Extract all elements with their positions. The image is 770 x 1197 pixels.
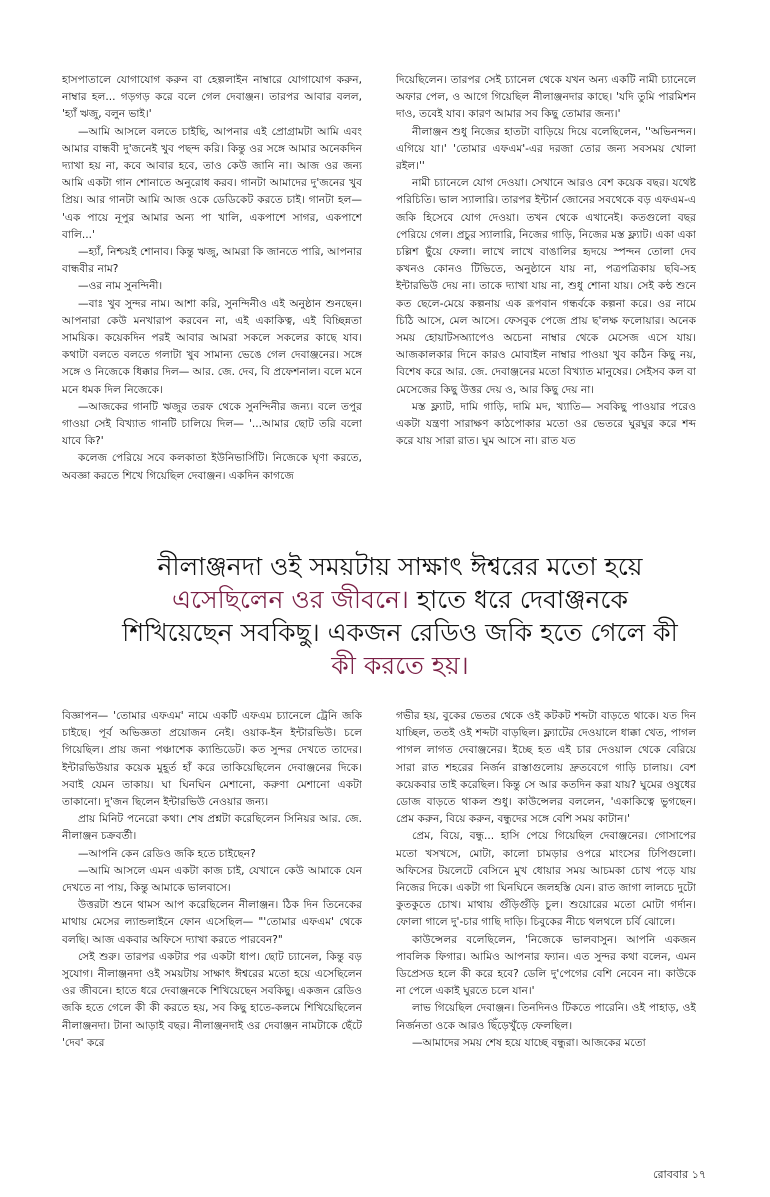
- paragraph: প্রায় মিনিট পনেরো কথা। শেষ প্রশ্নটা করেছিলেন সিনিয়র আর. জে. নীলাঞ্জন চক্রবর্তী।: [62, 813, 362, 843]
- paragraph: নামী চ্যানেলে যোগ দেওয়া। সেখানে আরও বেশ কয়েক বছর। যথেষ্ট পরিচিতি। ভাল স্যালারি। তারপর ইন্টার্ন জোনের সবথেকে বড় এফএম-এ জকি হিসেবে যোগ দেওয়া। তখন থেকে এখানেই। কতগুলো বছর পেরিয়ে গেল। প্রচুর স্যালারি, নিজের গাড়ি, নিজের মস্ত ফ্ল্যাট। একা একা চল্লিশ ছুঁয়ে ফেলা। লাখে লাখে বাঙালির হৃদয়ে স্পন্দন তোলা দেব কখনও কোনও টিভিতে, অনুষ্ঠানে যায় না, পত্রপত্রিকায় ছবি-সহ ইন্টারভিউ দেয় না। তাকে দ্যাখা যায় না, শুধু শোনা যায়। সেই কন্ঠ শুনে কত ছেলে-মেয়ে কল্পনায় এক রূপবান গন্ধর্বকে কল্পনা করে। ওর নামে চিঠি আসে, মেল আসে। ফেসবুক পেজে প্রায় ছ'লক্ষ ফলোয়ার। অনেক সময় হোয়াটসঅ্যাপেও অচেনা নাম্বার থেকে মেসেজ এসে যায়। আজকালকার দিনে কারও মোবাইল নাম্বার পাওয়া খুব কঠিন কিছু নয়, বিশেষ করে আর. জে. দেবাঞ্জনের মতো বিখ্যাত মানুষের। সেইসব কল বা মেসেজের কিছু উত্তর দেয় ও, আর কিছু দেয় না।: [396, 177, 696, 396]
- paragraph: —হ্যাঁ, নিশ্চয়ই শোনাব। কিন্তু ঋজু, আমরা কি জানতে পারি, আপনার বান্ধবীর নাম?: [62, 246, 362, 276]
- paragraph: বিজ্ঞাপন— 'তোমার এফএম' নামে একটি এফএম চ্যানেলে ট্রেনি জকি চাইছে। পূর্ব অভিজ্ঞতা প্রয়োজন নেই। ওয়াক-ইন ইন্টারভিউ। চলে গিয়েছিল। প্রায় জনা পঞ্চাশেক ক্যান্ডিডেট। কত সুন্দর দেখতে তাদের। ইন্টারভিউয়ার কয়েক মুহূর্ত হাঁ করে তাকিয়েছিলেন দেবাঞ্জনের দিকে। সবাই যেমন তাকায়। ঘা ঘিনঘিন মেশানো, করুণা মেশানো একটা তাকানো। দু'জন ছিলেন ইন্টারভিউ নেওয়ার জন্য।: [62, 710, 362, 809]
- paragraph: —আমি আসলে বলতে চাইছি, আপনার এই প্রোগ্রামটা আমি এবং আমার বান্ধবী দু'জনেই খুব পছন্দ করি। কিন্তু ওর সঙ্গে আমার অনেকদিন দ্যাখা হয় না, কবে আবার হবে, তাও কেউ জানি না। আজ ওর জন্য আমি একটা গান শোনাতে অনুরোধ করব। গানটা আমাদের দু'জনের খুব প্রিয়। আর গানটা আমি আজ ওকে ডেডিকেট করতে চাই। গানটা হল— 'এক পায়ে নূপুর আমার অন্য পা খালি, একপাশে সাগর, একপাশে বালি...': [62, 125, 362, 241]
- paragraph: —আপনি কেন রেডিও জকি হতে চাইছেন?: [78, 847, 256, 860]
- paragraph: লাভ গিয়েছিল দেবাঞ্জন। তিনদিনও টিকতে পারেনি। ওই পাহাড়, ওই নির্জনতা ওকে আরও ছিঁড়েখুঁড়ে ফেলছিল।: [396, 1002, 696, 1032]
- paragraph: গভীর হয়, বুকের ভেতর থেকে ওই কটকট শব্দটা বাড়তে থাকে। যত দিন যাচ্ছিল, ততই ওই শব্দটা বাড়ছিল। ফ্ল্যাটের দেওয়ালে ধাক্কা খেত, পাগল পাগল লাগত দেবাঞ্জনের। ইচ্ছে হত এই চার দেওয়াল থেকে বেরিয়ে সারা রাত শহরের নির্জন রাস্তাগুলোয় দ্রুতবেগে গাড়ি চালায়। বেশ কয়েকবার তাই করেছিল। কিন্তু সে আর কতদিন করা যায়? ঘুমের ওষুধের ডোজ বাড়তে থাকল শুধু। কাউন্সেলর বললেন, 'একাকিত্বে ভুগছেন। প্রেম করুন, বিয়ে করুন, বন্ধুদের সঙ্গে বেশি সময় কাটান।': [396, 710, 696, 826]
- paragraph: হাসপাতালে যোগাযোগ করুন বা হেল্পলাইন নাম্বারে যোগাযোগ করুন, নাম্বার হল... গড়গড় করে বলে গেল দেবাঞ্জন। তারপর আবার বলল, 'হ্যাঁ ঋজু, বলুন ভাই।': [62, 74, 362, 121]
- article-column-top-left: [62, 72, 362, 534]
- paragraph: —বাঃ খুব সুন্দর নাম। আশা করি, সুনন্দিনীও এই অনুষ্ঠান শুনছেন। আপনারা কেউ মনখারাপ করবেন না, এই একাকিত্ব, এই বিচ্ছিন্নতা সাময়িক। কয়েকদিন পরই আবার আমরা সকলে সকলের কাছে যাব। কথাটা বলতে বলতে গলাটা খুব সামান্য ভেঙে গেল দেবাঞ্জনের। সঙ্গে সঙ্গে ও নিজেকে ধিক্কার দিল— আর. জে. দেব, বি প্রফেশনাল। বলে মনে মনে ধমক দিল নিজেকে।: [62, 297, 362, 396]
- article-column-bottom-left: [62, 708, 362, 1136]
- article-column-bottom-right: [396, 708, 696, 1136]
- paragraph: —আমাদের সময় শেষ হয়ে যাচ্ছে বন্ধুরা। আজকের মতো: [412, 1036, 646, 1049]
- page-footer: [653, 1166, 706, 1185]
- paragraph: কলেজ পেরিয়ে সবে কলকাতা ইউনিভার্সিটি। নিজেকে ঘৃণা করতে, অবজ্ঞা করতে শিখে গিয়েছিল দেবাঞ্জন। একদিন কাগজে: [62, 452, 362, 482]
- paragraph: —আজকের গানটি ঋজুর তরফ থেকে সুনন্দিনীর জন্য। বলে তপুর গাওয়া সেই বিখ্যাত গানটি চালিয়ে দিল— '...আমার ছোট তরি বলো যাবে কি?': [62, 400, 362, 448]
- paragraph: মস্ত ফ্ল্যাট, দামি গাড়ি, দামি মদ, খ্যাতি— সবকিছু পাওয়ার পরেও একটা যন্ত্রণা সারাক্ষণ কাঠপোকার মতো ওর ভেতরে ঘুরঘুর করে শব্দ করে যায় সারা রাত। ঘুম আসে না। রাত যত: [396, 400, 696, 448]
- page-number-label: রোববার ১৭: [653, 1168, 706, 1181]
- paragraph: কাউন্সেলর বলেছিলেন, 'নিজেকে ভালবাসুন। আপনি একজন পাবলিক ফিগার। আমিও আপনার ফ্যান। এত সুন্দর কথা বলেন, এমন ডিপ্রেসড হলে কী করে হবে? ডেলি দু'পেগের বেশি নেবেন না। কাউকে না পেলে একাই ঘুরতে চলে যান।': [396, 933, 696, 998]
- paragraph: সেই শুরু। তারপর একটার পর একটা ধাপ। ছোট চ্যানেল, কিন্তু বড় সুযোগ। নীলাঞ্জনদা ওই সময়টায় সাক্ষাৎ ঈশ্বরের মতো হয়ে এসেছিলেন ওর জীবনে। হাতে ধরে দেবাঞ্জনকে শিখিয়েছেন সবকিছু। একজন রেডিও জকি হতে গেলে কী কী করতে হয়, সব কিছু হাতে-কলমে শিখিয়েছিলেন নীলাঞ্জনদা। টানা আড়াই বছর। নীলাঞ্জনদাই ওর দেবাঞ্জন নামটাকে ছেঁটে 'দেব' করে: [62, 950, 362, 1049]
- pull-quote-accent: কী করতে হয়।: [331, 651, 469, 680]
- paragraph: উত্তরটা শুনে থামস আপ করেছিলেন নীলাঞ্জন। ঠিক দিন তিনেকের মাথায় মেসের ল্যান্ডলাইনে ফোন এসেছিল— "'তোমার এফএম' থেকে বলছি। আজ একবার অফিসে দ্যাখা করতে পারবেন?": [62, 899, 362, 946]
- paragraph: —ওর নাম সুনন্দিনী।: [78, 280, 163, 293]
- paragraph: প্রেম, বিয়ে, বন্ধু... হাসি পেয়ে গিয়েছিল দেবাঞ্জনের। গোসাপের মতো খসখসে, মোটা, কালো চামড়ার ওপরে মাংসের ঢিপিগুলো। অফিসের টয়লেটে বেসিনে মুখ ধোয়ার সময় আচমকা চোখ পড়ে যায় নিজের দিকে। একটা গা ঘিনঘিনে জলহস্তি যেন। রাত জাগা লালচে দুটো কুতকুতে চোখ। মাথায় গুঁড়িগুঁড়ি চুল। শুয়োরের মতো মোটা গর্দান। ফোলা গালে দু'-চার গাছি দাড়ি। চিবুকের নীচে থলথলে চর্বি ঝোলে।: [396, 830, 696, 929]
- pull-quote-accent: এসেছিলেন ওর জীবনে।: [172, 585, 409, 614]
- pull-quote-line: শিখিয়েছেন সবকিছু। একজন রেডিও জকি হতে গেলে কী: [122, 618, 678, 647]
- paragraph: নীলাঞ্জন শুধু নিজের হাতটা বাড়িয়ে দিয়ে বলেছিলেন, ''অভিনন্দন। এগিয়ে যা।' 'তোমার এফএম'-এর দরজা তোর জন্য সবসময় খোলা রইল।'': [396, 125, 696, 173]
- pull-quote: [100, 550, 700, 682]
- pull-quote-text: হাতে ধরে দেবাঞ্জনকে: [408, 585, 628, 614]
- pull-quote-line: [100, 649, 700, 682]
- paragraph: —আমি আসলে এমন একটা কাজ চাই, যেখানে কেউ আমাকে যেন দেখতে না পায়, কিন্তু আমাকে ভালবাসে।: [62, 864, 362, 895]
- pull-quote-line: নীলাঞ্জনদা ওই সময়টায় সাক্ষাৎ ঈশ্বরের মতো হয়ে: [157, 552, 643, 581]
- article-column-top-right: [396, 72, 696, 534]
- pull-quote-line: [100, 583, 700, 616]
- paragraph: দিয়েছিলেন। তারপর সেই চ্যানেল থেকে যখন অন্য একটি নামী চ্যানেলে অফার পেল, ও আগে গিয়েছিল নীলাঞ্জনদার কাছে। 'যদি তুমি পারমিশন দাও, তবেই যাব। কারণ আমার সব কিছু তোমার জন্য।': [396, 74, 696, 121]
